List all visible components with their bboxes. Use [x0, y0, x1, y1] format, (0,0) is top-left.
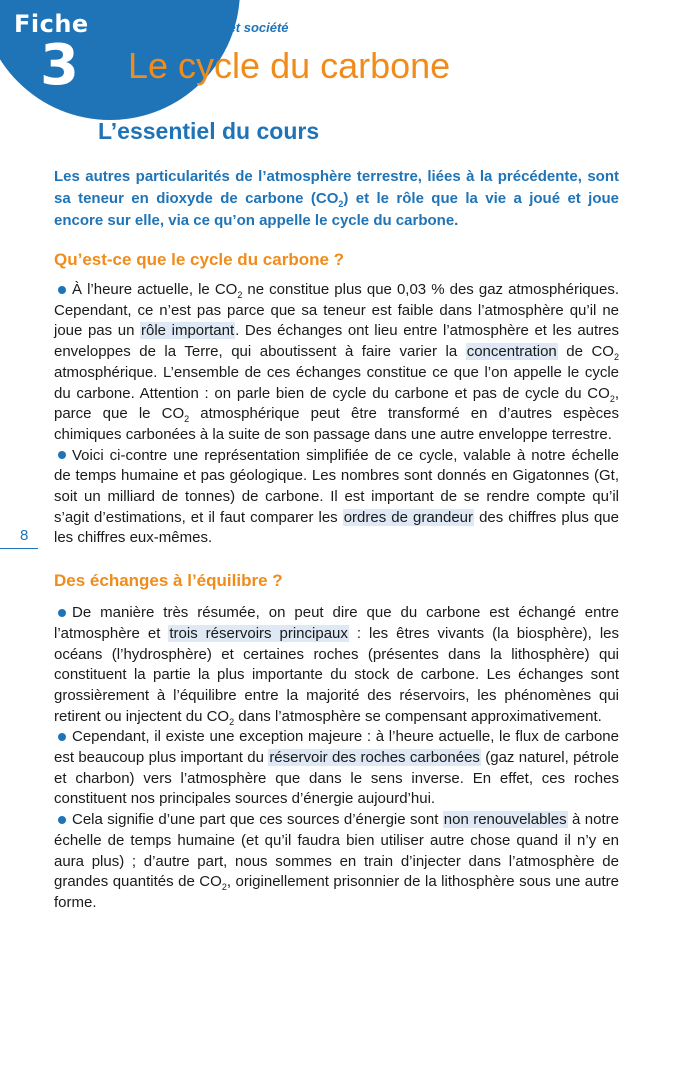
paragraph: À l’heure actuelle, le $CO_2$ ne constitue plus que 0,03 % des gaz atmosphériques. Cependant, ce n’est pas parce que sa teneur est faible dans l’atmosphère qu’il ne joue pas un rôle important. Des échanges ont lieu entre l’atmosphère et les autres enveloppes de la Terre, qui aboutissent à faire varier la concentration de $CO_2$ atmosphérique. L’ensemble de ces échanges constitue ce que l’on appelle le cycle du carbone. Attention : on parle bien de cycle du carbone et pas de cycle du $CO_2$, parce que le $CO_2$ atmosphérique peut être transformé en d’autres espèces chimiques carbonées à la suite de son passage dans une autre enveloppe terrestre.: [54, 281, 620, 443]
subscript: 2: [613, 352, 619, 363]
chapter-title: Le cycle du carbone: [128, 45, 451, 86]
subscript: 2: [237, 290, 243, 300]
main-content: [54, 166, 619, 914]
subscript: 2: [184, 414, 190, 425]
bullet-icon: [58, 286, 66, 294]
highlighted-term: réservoir des roches carbonées: [269, 749, 480, 767]
subscript: 2: [229, 716, 235, 727]
bullet-icon: [58, 609, 66, 617]
section-heading-cycle: Qu’est-ce que le cycle du carbone ?: [54, 250, 345, 269]
page-number: 8: [20, 527, 29, 544]
highlighted-term: rôle important: [141, 322, 235, 340]
bullet-icon: [58, 733, 66, 741]
paragraph: Voici ci-contre une représentation simplifiée de ce cycle, valable à notre échelle de temps humaine et pas géologique. Les nombres sont donnés en Gigatonnes (Gt, soit un milliard de tonnes) de carbone. Il est important de se rendre compte qu’il s’agit d’estimations, et il faut comparer les ordres de grandeur des chiffres plus que les chiffres eux-mêmes.: [54, 446, 619, 547]
course-title: L’essentiel du cours: [98, 118, 320, 144]
fiche-number: 3: [40, 33, 79, 98]
highlighted-term: non renouvelables: [443, 811, 567, 829]
highlighted-term: trois réservoirs principaux: [169, 624, 348, 642]
intro-text: Les autres particularités de l’atmosphère terrestre, liées à la précédente, sont sa teneur en dioxyde de carbone (CO: [54, 168, 619, 207]
subscript: 2: [221, 882, 227, 893]
subscript: 2: [609, 393, 615, 404]
paragraph: Cependant, il existe une exception majeure : à l’heure actuelle, le flux de carbone est beaucoup plus important du réservoir des roches carbonées (gaz naturel, pétrole et charbon) vers l’atmosphère que dans le sens inverse. En effet, ces roches constituent nos principales sources d’énergie aujourd’hui.: [54, 728, 619, 808]
fiche-label: Fiche: [14, 10, 89, 38]
subscript: 2: [338, 199, 344, 209]
highlighted-term: ordres de grandeur: [343, 508, 474, 526]
intro-paragraph: [54, 166, 619, 232]
bullet-icon: [58, 816, 66, 824]
paragraph: Cela signifie d’une part que ces sources d’énergie sont non renouvelables à notre échelle de temps humaine (et qu’il faudra bien utiliser autre chose quand il n’y en aura plus) ; d’autre part, nous sommes en train d’injecter dans l’atmosphère de grandes quantités de $CO_2$, originellement prisonnier de la lithosphère sous une autre forme.: [54, 811, 619, 911]
page-number-rule: [0, 548, 38, 549]
bullet-icon: [58, 451, 66, 459]
paragraph: De manière très résumée, on peut dire que du carbone est échangé entre l’atmosphère et trois réservoirs principaux : les êtres vivants (la biosphère), les océans (l’hydrosphère) et certaines roches (présentes dans la lithosphère) qui constituent la partie la plus importante du stock de carbone. Les échanges sont grossièrement à l’équilibre entre la majorité des réservoirs, les phénomènes qui retirent ou injectent du $CO_2$ dans l’atmosphère se compensant approximativement.: [54, 604, 619, 727]
section-heading-equilibrium: Des échanges à l’équilibre ?: [54, 571, 283, 591]
highlighted-term: concentration: [466, 343, 557, 361]
intro-text: ) et le rôle que la vie a joué et joue encore sur elle, via ce qu’on appelle le cycle du carbone.: [54, 190, 619, 229]
section-kicker: Science, climat et société: [131, 20, 289, 35]
